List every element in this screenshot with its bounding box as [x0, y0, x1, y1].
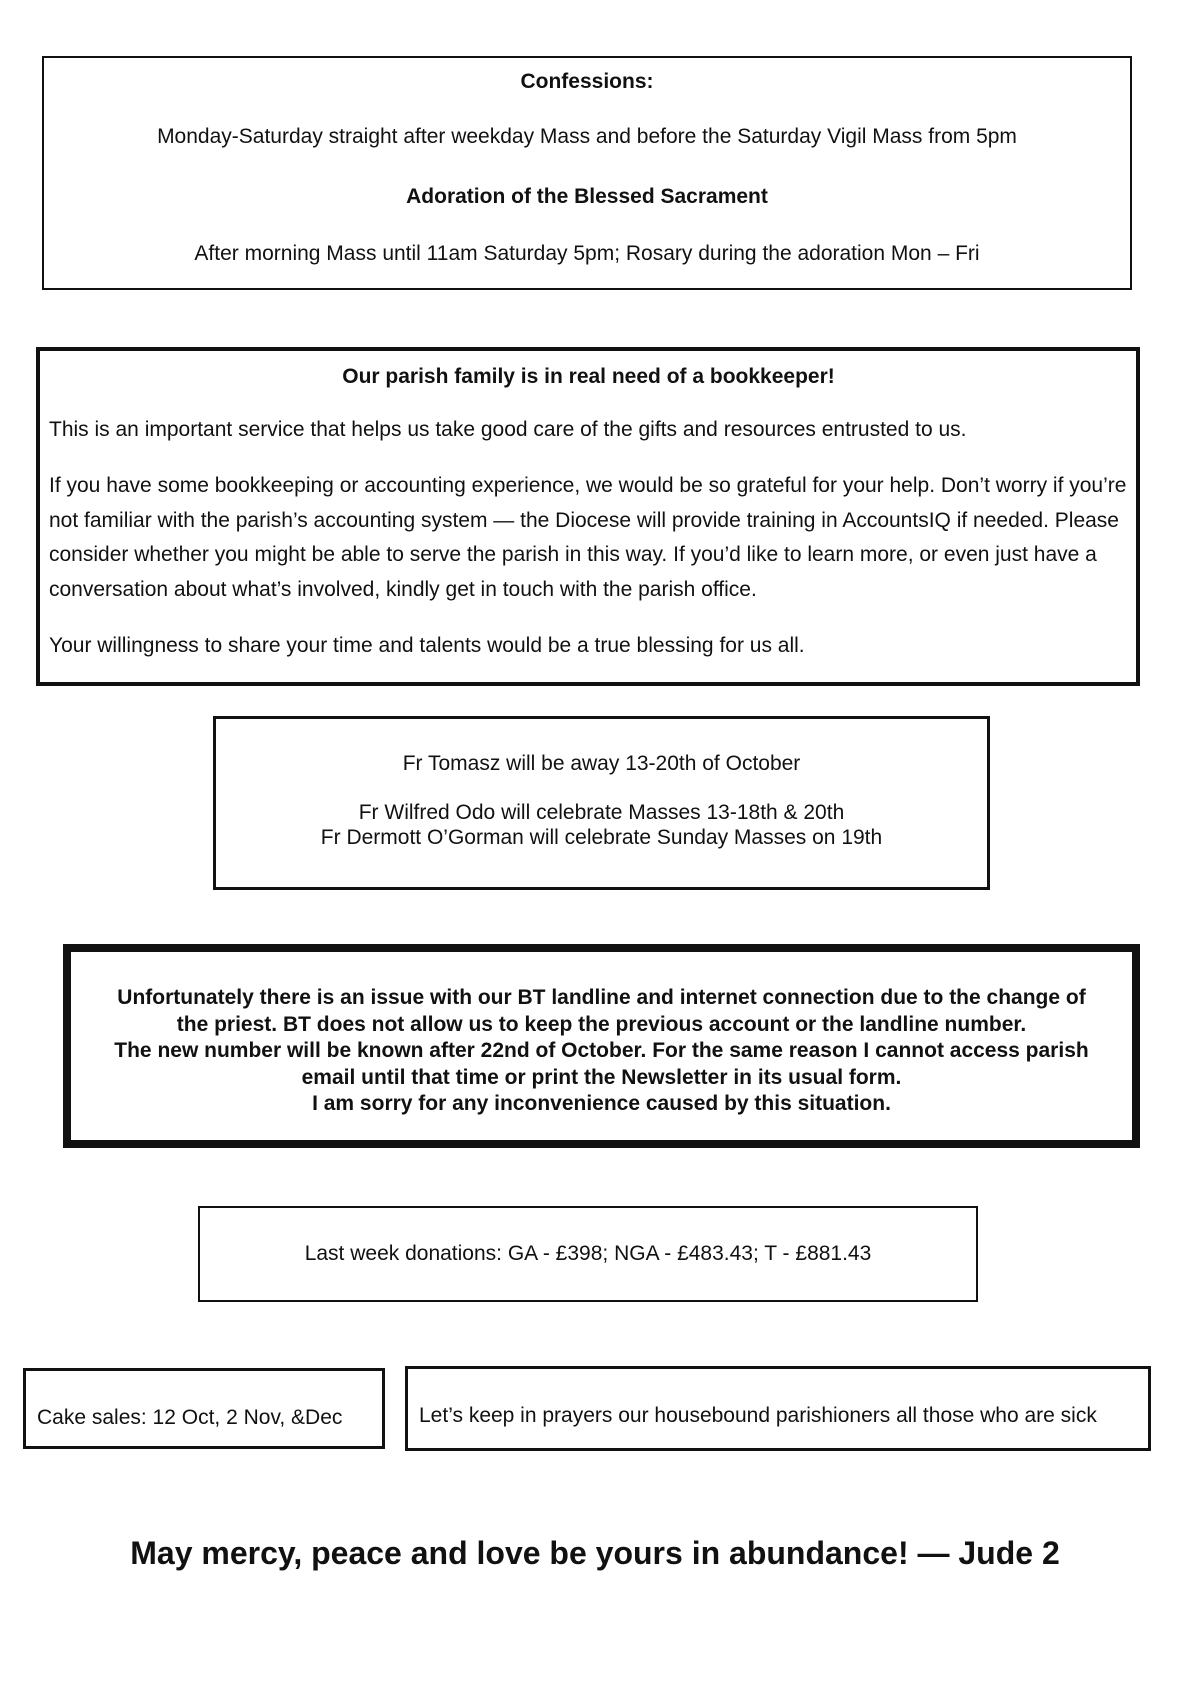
bookkeeper-paragraph-1: This is an important service that helps us take good care of the gifts and resources entrusted to us.: [49, 418, 967, 441]
prayers-text: Let’s keep in prayers our housebound parishioners all those who are sick: [419, 1404, 1097, 1427]
away-line: Fr Tomasz will be away 13-20th of October: [402, 752, 801, 775]
confessions-box: [42, 56, 1132, 290]
bt-notice-line: Unfortunately there is an issue with our BT landline and internet connection due to the change of: [117, 986, 1086, 1009]
adoration-heading: Adoration of the Blessed Sacrament: [406, 185, 768, 208]
bookkeeper-paragraph-3: Your willingness to share your time and talents would be a true blessing for us all.: [49, 634, 805, 657]
bt-notice-line: The new number will be known after 22nd of October. For the same reason I cannot access parish: [114, 1039, 1089, 1062]
bt-notice-line: email until that time or print the Newsletter in its usual form.: [301, 1065, 902, 1089]
substitute-line-1: Fr Wilfred Odo will celebrate Masses 13-18th & 20th: [358, 801, 845, 824]
bt-notice-box: [63, 944, 1140, 1148]
bt-notice-line: the priest. BT does not allow us to keep the previous account or the landline number.: [176, 1012, 1027, 1036]
confessions-heading: Confessions:: [520, 70, 654, 93]
bookkeeper-heading: Our parish family is in real need of a bookkeeper!: [342, 365, 835, 388]
confessions-schedule: Monday-Saturday straight after weekday Mass and before the Saturday Vigil Mass from 5pm: [157, 125, 1017, 148]
cake-sales-text: Cake sales: 12 Oct, 2 Nov, &Dec: [37, 1406, 343, 1429]
cake-sales-box: [23, 1368, 385, 1449]
prayers-box: [405, 1366, 1151, 1451]
donations-text: Last week donations: GA - £398; NGA - £483.43; T - £881.43: [304, 1242, 872, 1265]
priest-away-box: [213, 716, 990, 890]
closing-quote: May mercy, peace and love be yours in abundance! — Jude 2: [130, 1535, 1060, 1571]
bookkeeper-paragraph-2: If you have some bookkeeping or accounting experience, we would be so grateful for your help. Don’t worry if you’re not familiar with the parish’s accounting system — the Diocese will provide training in AccountsIQ if needed. Please consider whether you might be able to serve the parish in this way. If you’d like to learn more, or even just have a conversation about what’s involved, kindly get in touch with the parish office.: [49, 474, 1127, 601]
donations-box: [198, 1206, 978, 1302]
adoration-schedule: After morning Mass until 11am Saturday 5pm; Rosary during the adoration Mon – Fri: [194, 242, 980, 265]
bookkeeper-box: [36, 347, 1140, 686]
substitute-line-2: Fr Dermott O’Gorman will celebrate Sunday Masses on 19th: [320, 826, 883, 849]
bt-notice-line: I am sorry for any inconvenience caused by this situation.: [312, 1092, 891, 1115]
